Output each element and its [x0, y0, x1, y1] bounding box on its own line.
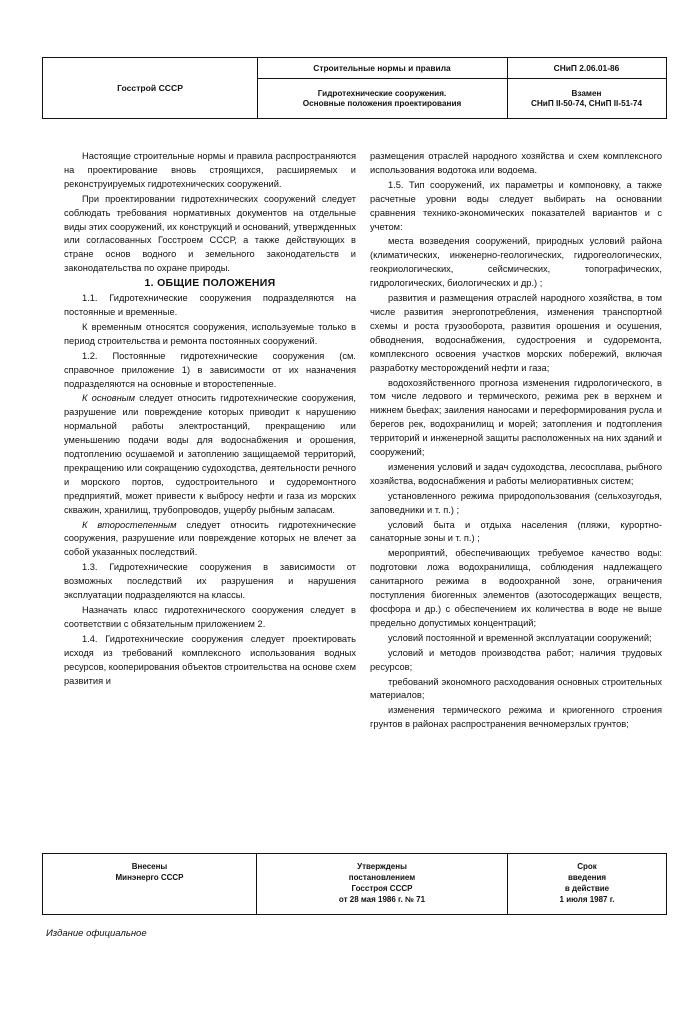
paragraph: изменения условий и задач судоходства, лесосплава, рыбного хозяйства, водоснабжения и работы мелиоративных систем;	[370, 461, 662, 486]
footer-term-line: в действие	[564, 884, 610, 893]
footer-effective-date	[508, 854, 666, 914]
paragraph: развития и размещения отраслей народного хозяйства, в том числе развития энергопотребления, изменения транспортной схемы и роста грузооборота, развития орошения и осушения, обводнения, водоснабжения, судостроения и судоремонта, комплексного освоения участков морских побережий, включая разработку месторождений нефти и газа;	[370, 293, 662, 373]
footer-term-line: Срок	[577, 862, 597, 872]
right-column	[370, 150, 662, 733]
header-doc-type: Строительные нормы и правила	[257, 58, 507, 79]
header-replaces-value: СНиП II-50-74, СНиП II-51-74	[530, 99, 643, 108]
paragraph: места возведения сооружений, природных условий района (климатических, инженерно-геологических, гидрогеологических, геокриологических, сейсмических, топографических, гидрологических, биологических и др.) ;	[370, 236, 662, 289]
paragraph: К временным относятся сооружения, используемые только в период строительства и ремонта постоянных сооружений.	[64, 321, 356, 346]
header-replaces	[507, 80, 666, 118]
footer-introduced-label: Внесены	[131, 862, 168, 871]
paragraph: 1.5. Тип сооружений, их параметры и компоновку, а также расчетные уровни воды следует выбирать на основании сравнения технико-экономических показателей вариантов и с учетом:	[370, 179, 662, 232]
header-replaces-label: Взамен	[571, 88, 602, 98]
footer-term-line: 1 июля 1987 г.	[559, 894, 615, 904]
paragraph-text: следует относить гидротехнические сооружения, разрушение или повреждение которых не влечет за собой указанных последствий.	[64, 519, 356, 558]
document-header-table	[42, 57, 667, 119]
footer-introduced	[43, 854, 257, 914]
header-title-line1: Гидротехнические сооружения.	[317, 88, 447, 98]
paragraph	[64, 519, 356, 561]
paragraph: условий и методов производства работ; наличия трудовых ресурсов;	[370, 647, 662, 672]
paragraph: условий быта и отдыха населения (пляжи, курортно-санаторные зоны и т. п.) ;	[370, 519, 662, 544]
paragraph: 1.3. Гидротехнические сооружения в зависимости от возможных последствий их разрушения и нарушения эксплуатации подразделяются на классы.	[64, 562, 356, 601]
footer-approved	[257, 854, 508, 914]
paragraph: установленного режима природопользования (сельхозугодья, заповедники и т. п.) ;	[370, 490, 662, 515]
footer-approved-line: Утверждены	[357, 862, 407, 872]
footer-approved-line: от 28 мая 1986 г. № 71	[338, 894, 426, 904]
section-title: 1. ОБЩИЕ ПОЛОЖЕНИЯ	[144, 277, 276, 290]
paragraph: требований экономного расходования основных строительных материалов;	[370, 676, 662, 701]
italic-term: К второстепенным	[82, 519, 177, 530]
header-title-line2: Основные положения проектирования	[302, 99, 462, 108]
paragraph: водохозяйственного прогноза изменения гидрологического, в том числе ледового и термического, режима рек в верхнем и нижнем бьефах; заиления наносами и переформирования русла и берегов рек, водохранилищ и морей; затопления и подтопления территорий и инженерной защиты расположенных на них зданий и сооружений;	[370, 377, 662, 458]
header-code-cell	[507, 58, 666, 118]
edition-note: Издание официальное	[46, 928, 147, 939]
paragraph: мероприятий, обеспечивающих требуемое качество воды: подготовки ложа водохранилища, соблюдения надлежащего санитарного режима в водоохранной зоне, ограничения поступления биогенных элементов (азотосодержащих веществ, фосфора и др.) с обеспечением их количества в воде не выше предельно допустимых концентраций;	[370, 548, 662, 628]
header-title-cell	[257, 58, 508, 118]
header-title	[257, 80, 507, 118]
left-column	[64, 150, 356, 689]
paragraph: При проектировании гидротехнических сооружений следует соблюдать требования нормативных документов на отдельные виды этих сооружений, их конструкций и оснований, утвержденных или согласованных Госстроем СССР, а также действующих в стране основ водного и земельного законодательств и законодательства по охране природы.	[64, 193, 357, 274]
footer-approved-line: постановлением	[348, 873, 416, 883]
paragraph: 1.2. Постоянные гидротехнические сооружения (см. справочное приложение 1) в зависимости от их назначения подразделяются на основные и второстепенные.	[64, 350, 356, 389]
paragraph: Настоящие строительные нормы и правила распространяются на проектирование вновь строящихся, расширяемых и реконструируемых гидротехнических сооружений.	[64, 151, 356, 189]
paragraph-text: следует относить гидротехнические сооружения, разрушение или повреждение которых приводит к нарушению нормальной работы электростанций, прекращению или уменьшению подачи воды для водоснабжения и орошения, подтоплению осушаемой и затоплению защищаемой территорий, прекращению или сокращению судоходства, деятельности речного и морского портов, судостроительного и судоремонтного предприятий, может привести к выбросу нефти и газа из морских скважин, хранилищ, трубопроводов, ущербу рыбным запасам.	[64, 393, 356, 515]
header-org: Госстрой СССР	[43, 58, 258, 118]
paragraph: изменения термического режима и криогенного строения грунтов в районах распространения вечномерзлых грунтов;	[370, 705, 662, 730]
paragraph: 1.4. Гидротехнические сооружения следует проектировать исходя из требований комплексного использования водных ресурсов, кооперирования объектов строительства на основе схем развития и	[64, 633, 356, 686]
header-doc-code: СНиП 2.06.01-86	[507, 58, 666, 79]
paragraph: размещения отраслей народного хозяйства и схем комплексного использования водотока или водоема.	[370, 151, 662, 175]
footer-approved-line: Госстроя СССР	[351, 884, 413, 893]
paragraph: условий постоянной и временной эксплуатации сооружений;	[388, 632, 652, 643]
footer-term-line: введения	[567, 873, 607, 883]
paragraph: Назначать класс гидротехнического сооружения следует в соответствии с обязательным приложением 2.	[64, 605, 356, 629]
document-footer-table	[42, 853, 667, 915]
paragraph: 1.1. Гидротехнические сооружения подразделяются на постоянные и временные.	[64, 293, 356, 317]
italic-term: К основным	[82, 393, 135, 404]
paragraph	[64, 392, 356, 517]
footer-introduced-by: Минэнерго СССР	[115, 872, 184, 882]
